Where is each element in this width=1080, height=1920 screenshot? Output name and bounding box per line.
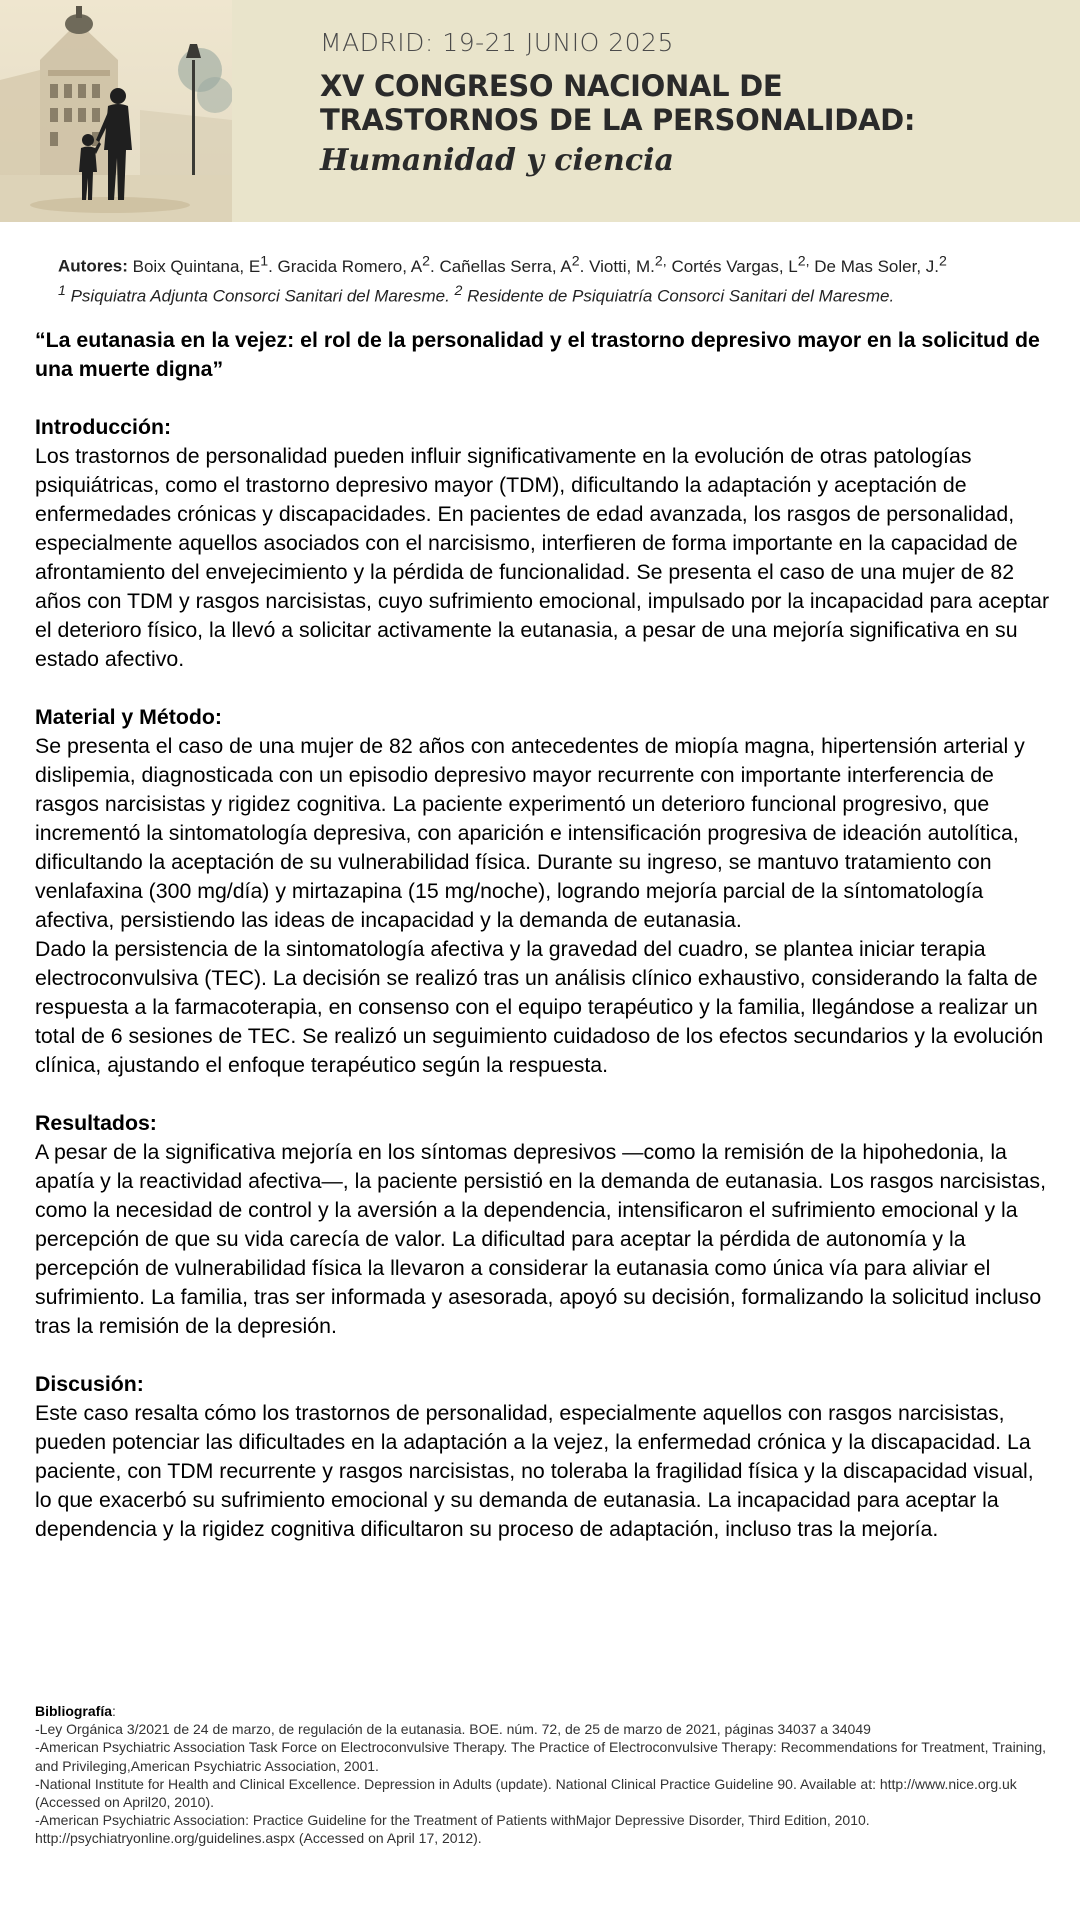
section-heading: Resultados: [35,1111,157,1135]
author: Viotti, M. [589,256,655,276]
author-superscript: 2 [939,253,947,269]
section-paragraph: Dado la persistencia de la sintomatología afectiva y la gravedad del cuadro, se plantea iniciar terapia electroconvulsiva (TEC). La decisión se realizó tras un análisis clínico exhaustivo, considerando la falta de respuesta a la farmacoterapia, en consenso con el equipo terapéutico y la familia, llegándose a realizar un total de 6 sesiones de TEC. Se realizó un seguimiento cuidadoso de los efectos secundarios y la evolución clínica, ajustando el enfoque terapéutico según la respuesta. [35,937,1044,1077]
bibliography-heading: Bibliografía [35,1703,113,1719]
authors-line [58,249,1058,279]
author-superscript: 2, [797,253,810,269]
author-separator: . [429,256,440,276]
authors-label: Autores: [58,256,128,276]
section-introduccion [35,413,1055,674]
affiliation-mark: 2 [454,282,463,299]
bibliography-entry: -American Psychiatric Association Task Force on Electroconvulsive Therapy. The Practice of Electroconvulsive Therapy: Recommendations for Treatment, Training, and Privileging,American Psychiatric Association, 2001. [35,1739,1047,1774]
section-heading: Discusión: [35,1372,144,1396]
author-separator: . [268,256,278,276]
bibliography [35,1702,1055,1848]
affiliation-mark: 1 [58,282,66,299]
header-banner [0,0,1080,222]
author-superscript: 2 [571,253,580,269]
affiliation-1: Psiquiatra Adjunta Consorci Sanitari del Maresme. [65,286,455,306]
bibliography-entry: -Ley Orgánica 3/2021 de 24 de marzo, de regulación de la eutanasia. BOE. núm. 72, de 25 de marzo de 2021, páginas 34037 a 34049 [35,1721,871,1738]
section-paragraph: Se presenta el caso de una mujer de 82 años con antecedentes de miopía magna, hipertensión arterial y dislipemia, diagnosticada con un episodio depresivo mayor recurrente con importante interferencia de rasgos narcisistas y rigidez cognitiva. La paciente experimentó un deterioro funcional progresivo, que incrementó la sintomatología depresiva, con aparición e intensificación progresiva de ideación autolítica, dificultando la aceptación de su vulnerabilidad física. Durante su ingreso, se mantuvo tratamiento con venlafaxina (300 mg/día) y mirtazapina (15 mg/noche), logrando mejoría parcial de la síntomatología afectiva, persistiendo las ideas de incapacidad y la demanda de eutanasia. [35,734,1025,932]
author-superscript: 1 [260,253,269,269]
madrid-street-illustration [0,0,232,222]
section-heading: Introducción: [35,415,172,439]
author: Gracida Romero, A [277,256,423,276]
author-list [132,253,947,276]
poster-title: “La eutanasia en la vejez: el rol de la personalidad y el trastorno depresivo mayor en la solicitud de una muerte digna” [35,328,1040,381]
authors-block [58,249,1058,308]
congress-title-line-1: XV CONGRESO NACIONAL DE [320,69,783,103]
affiliations-line [58,279,1058,309]
author-superscript: 2, [654,253,667,269]
author-separator: . [579,256,590,276]
author-superscript: 2 [422,253,430,269]
author: Cortés Vargas, L [671,256,798,276]
bibliography-colon: : [112,1703,116,1719]
section-discusion [35,1370,1055,1544]
poster-body [35,326,1055,1573]
banner-text-block [320,28,915,178]
section-material-metodo [35,703,1055,1080]
author: De Mas Soler, J. [814,256,939,276]
affiliation-2: Residente de Psiquiatría Consorci Sanitari del Maresme. [462,286,895,306]
bibliography-entry: -National Institute for Health and Clinical Excellence. Depression in Adults (update). National Clinical Practice Guideline 90. Available at: http://www.nice.org.uk (Accessed on April20, 2010). [35,1775,1017,1811]
bibliography-heading-line [35,1702,1055,1720]
section-paragraph: Este caso resalta cómo los trastornos de personalidad, especialmente aquellos con rasgos narcisistas, pueden potenciar las dificultades en la adaptación a la vejez, la enfermedad crónica y la discapacidad. La paciente, con TDM recurrente y rasgos narcisistas, no toleraba la fragilidad física y la discapacidad visual, lo que exacerbó su sufrimiento emocional y su demanda de eutanasia. La incapacidad para aceptar la dependencia y la rigidez cognitiva dificultaron su proceso de adaptación, incluso tras la mejoría. [35,1401,1034,1541]
section-paragraph: A pesar de la significativa mejoría en los síntomas depresivos —como la remisión de la hipohedonia, la apatía y la reactividad afectiva—, la paciente persistió en la demanda de eutanasia. Los rasgos narcisistas, como la necesidad de control y la aversión a la dependencia, intensificaron el sufrimiento emocional y la percepción de que su vida carecía de valor. La dificultad para aceptar la pérdida de autonomía y la percepción de vulnerabilidad física la llevaron a considerar la eutanasia como única vía para aliviar el sufrimiento. La familia, tras ser informada y asesorada, apoyó su decisión, formalizando la solicitud incluso tras la remisión de la depresión. [35,1140,1046,1338]
congress-title-line-2: TRASTORNOS DE LA PERSONALIDAD: [320,103,916,137]
author: Boix Quintana, E [132,256,261,276]
congress-date: MADRID: 19-21 JUNIO 2025 [320,28,674,57]
section-heading: Material y Método: [35,705,222,729]
bibliography-entry: -American Psychiatric Association: Practice Guideline for the Treatment of Patients withMajor Depressive Disorder, Third Edition, 2010. http://psychiatryonline.org/guidelines.aspx (Accessed on April 17, 2012). [35,1812,870,1847]
section-paragraph: Los trastornos de personalidad pueden influir significativamente en la evolución de otras patologías psiquiátricas, como el trastorno depresivo mayor (TDM), dificultando la adaptación y aceptación de enfermedades crónicas y discapacidades. En pacientes de edad avanzada, los rasgos de personalidad, especialmente aquellos asociados con el narcisismo, interfieren de forma importante en la capacidad de afrontamiento del envejecimiento y la pérdida de funcionalidad. Se presenta el caso de una mujer de 82 años con TDM y rasgos narcisistas, cuyo sufrimiento emocional, impulsado por la incapacidad para aceptar el deterioro físico, la llevó a solicitar activamente la eutanasia, a pesar de una mejoría significativa en su estado afectivo. [35,444,1050,671]
author: Cañellas Serra, A [439,256,572,276]
congress-subtitle: Humanidad y ciencia [320,143,674,178]
section-resultados [35,1109,1055,1341]
